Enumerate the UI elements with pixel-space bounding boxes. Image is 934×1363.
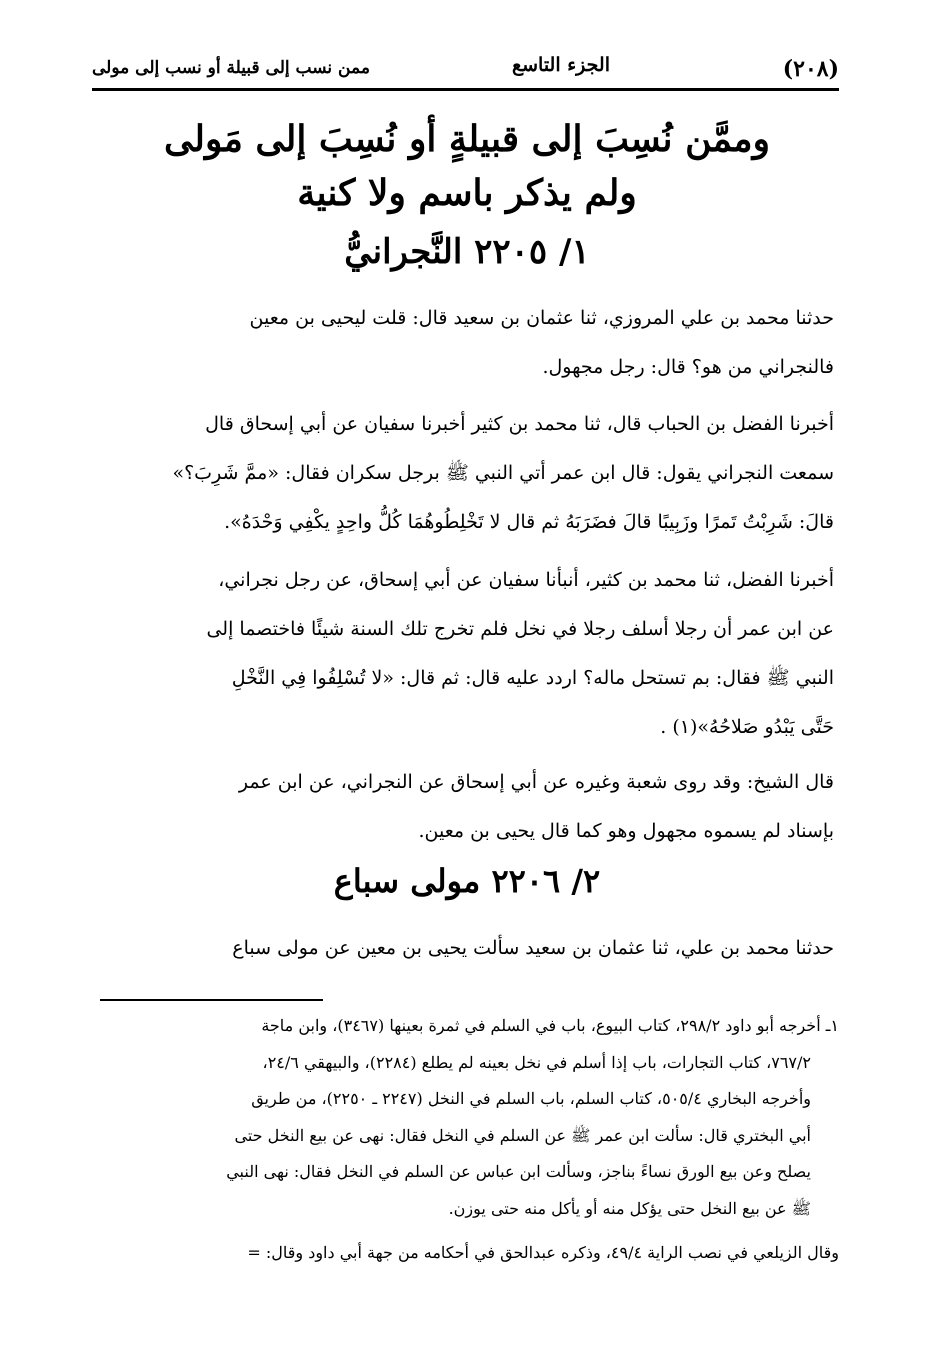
paragraph-3: [92, 556, 834, 752]
text-line: فالنجراني من هو؟ قال: رجل مجهول.: [542, 356, 834, 378]
paragraph-4: [92, 758, 834, 856]
footnote-line: أبي البختري قال: سألت ابن عمر ﷺ عن السلم في النخل فقال: نهى عن بيع النخل حتى: [234, 1125, 811, 1145]
text-line: أخبرنا الفضل، ثنا محمد بن كثير، أنبأنا سفيان عن أبي إسحاق، عن رجل نجراني،: [218, 569, 834, 591]
footnote-line: ﷺ عن بيع النخل حتى يؤكل منه أو يأكل منه حتى يوزن.: [448, 1198, 811, 1218]
text-line: النبي ﷺ فقال: بم تستحل ماله؟ اردد عليه قال: ثم قال: «لا تُسْلِفُوا فِي النَّخْلِ: [231, 667, 834, 689]
footnote-line: وأخرجه البخاري ٥٠٥/٤، كتاب السلم، باب السلم في النخل (٢٢٤٧ ـ ٢٢٥٠)، من طريق: [251, 1089, 811, 1108]
text-line: قال الشيخ: وقد روى شعبة وغيره عن أبي إسحاق عن النجراني، عن ابن عمر: [238, 771, 834, 793]
footnote-continuation: وقال الزيلعي في نصب الراية ٤٩/٤، وذكره عبدالحق في أحكامه من جهة أبي داود وقال: =: [247, 1243, 839, 1262]
text-line: حَتَّى يَبْدُو صَلاحُهُ»(١) .: [660, 716, 834, 738]
text-line: سمعت النجراني يقول: قال ابن عمر أتي النبي ﷺ برجل سكران فقال: «ممَّ شَرِبَ؟»: [172, 462, 834, 484]
chapter-title-line-2: ولم يذكر باسم ولا كنية: [297, 172, 637, 214]
text-line: بإسناد لم يسموه مجهول وهو كما قال يحيى بن معين.: [418, 820, 834, 842]
text-line: حدثنا محمد بن علي، ثنا عثمان بن سعيد سألت يحيى بن معين عن مولى سباع: [232, 937, 834, 959]
running-section-title: ممن نسب إلى قبيلة أو نسب إلى مولى: [92, 58, 370, 78]
entry-heading-2205: ١/ ٢٢٠٥ النَّجرانيُّ: [344, 232, 590, 272]
part-label: الجزء التاسع: [512, 54, 610, 76]
paragraph-1: [92, 294, 834, 392]
text-line: قالَ: شَرِبْتُ تَمرًا وزَبِيبًا قالَ فضَرَبَهُ ثم قال لا تَخْلِطُوهُمَا كُلُّ واحِدٍ يكْفِي وَحْدَهُ».: [224, 511, 834, 533]
text-line: حدثنا محمد بن علي المروزي، ثنا عثمان بن سعيد قال: قلت ليحيى بن معين: [249, 307, 834, 329]
footnote-separator: [100, 999, 323, 1001]
paragraph-5: [92, 924, 834, 973]
running-header: [92, 50, 839, 91]
page-number: (٢٠٨): [782, 56, 839, 82]
entry-heading-2206: ٢/ ٢٢٠٦ مولى سباع: [333, 862, 601, 900]
chapter-title-line-1: وممَّن نُسِبَ إلى قبيلةٍ أو نُسِبَ إلى مَولى: [164, 118, 770, 160]
text-line: عن ابن عمر أن رجلا أسلف رجلا في نخل فلم تخرج تلك السنة شيئًا فاختصما إلى: [206, 618, 834, 640]
footnote-line: ١ـ أخرجه أبو داود ٢٩٨/٢، كتاب البيوع، باب في السلم في ثمرة بعينها (٣٤٦٧)، وابن ماجة: [261, 1016, 839, 1035]
footnote-line: يصلح وعن بيع الورق نساءً بناجز، وسألت ابن عباس عن السلم في النخل فقال: نهى النبي: [226, 1162, 811, 1181]
footnotes: [92, 1008, 839, 1272]
footnote-line: ٧٦٧/٢، كتاب التجارات، باب إذا أسلم في نخل بعينه لم يطلع (٢٢٨٤)، والبيهقي ٢٤/٦،: [262, 1052, 811, 1072]
text-line: أخبرنا الفضل بن الحباب قال، ثنا محمد بن كثير أخبرنا سفيان عن أبي إسحاق قال: [205, 413, 834, 435]
paragraph-2: [92, 400, 834, 547]
